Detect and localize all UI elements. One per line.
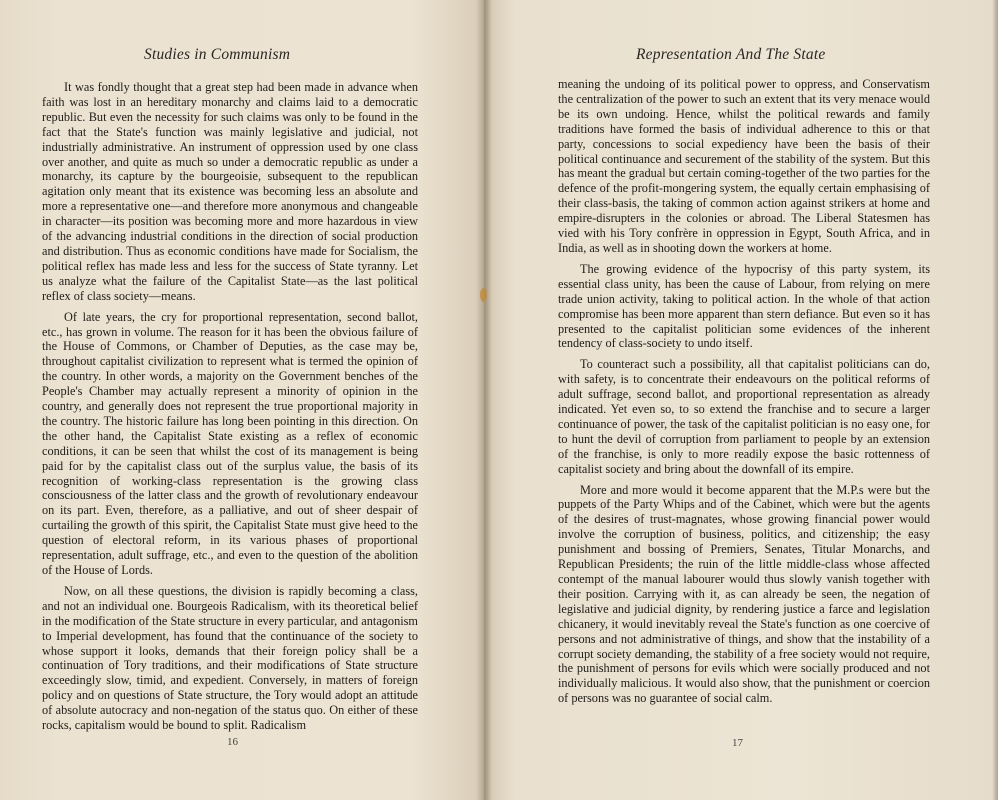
book-gutter bbox=[476, 0, 492, 800]
paragraph: More and more would it become apparent that the M.P.s were but the puppets of the Party Whips and of the Cabinet, which were but the agents of the desires of trust-magnates, whose growing financial power would involve the corruption of business, politics, and citizenship; the easy punishment and bossing of Premiers, Senates, Titular Monarchs, and Republican Presidents; the ruin of the little middle-class whose affected contempt of the manual labourer would thus slowly vanish together with their position. Carrying with it, as can already be seen, the negation of legislative and judicial dignity, by rendering justice a farce and legislation chicanery, it would inevitably reveal the State's function as one coercive of persons and not administrative of things, and show that the instability of a corrupt society demanding, the stability of a free society would not require, the punishment of persons for evils which were socially produced and not individually malicious. It would also show, that the punishment or coercion of persons was no guarantee of social calm. bbox=[558, 482, 930, 706]
left-page-text bbox=[42, 80, 418, 733]
paragraph: meaning the undoing of its political power to oppress, and Conservatism the centralization of the power to such an extent that its very menace would be its own undoing. Hence, whilst the political rewards and family traditions have formed the basis of individual adherence to this or that party, concessions to social expediency have been the basis of their political continuance and securement of the stability of the system. But this has meant the gradual but certain coming-together of the two parties for the defence of the profit-mongering system, the equally certain emphasising of their class-basis, the taking of common action against strikers at home and empire-disrupters in the colonies or abroad. The Liberal Statesmen has vied with his Tory confrère in oppression in Egypt, South Africa, and in India, as well as in shooting down the workers at home. bbox=[558, 77, 930, 255]
page-number-left: 16 bbox=[227, 736, 238, 748]
paragraph: It was fondly thought that a great step had been made in advance when faith was lost in an hereditary monarchy and claims laid to a democratic republic. But even the necessity for such claims was only to be found in the fact that the State's function was mainly legislative and judicial, not industrially administrative. An instrument of oppression used by one class over another, and quite as much so under a democratic republic as under a monarchy, its capture by the bourgeoisie, subsequent to the republican agitation only meant that its existence was becoming less an absolute and more a representative one—and therefore more anonymous and changeable in character—its position was becoming more and more hazardous in view of the advancing industrial conditions in the direction of social production and distribution. Thus as economic conditions have made for Socialism, the political reflex has made less and less for the success of State tyranny. Let us analyze what the failure of the Capitalist State—as the last political reflex of class society—means. bbox=[42, 80, 418, 303]
running-head-left: Studies in Communism bbox=[144, 46, 291, 63]
page-number-right: 17 bbox=[732, 737, 743, 749]
page-edge-shadow bbox=[992, 0, 998, 800]
paragraph: Of late years, the cry for proportional representation, second ballot, etc., has grown in volume. The reason for it has been the obvious failure of the House of Commons, or Chamber of Deputies, as the case may be, throughout capitalist civilization to represent what is termed the opinion of the country. In other words, a majority on the Government benches of the People's Chamber may actually represent a minority of opinion in the country, and generally does not represent the true proportional majority in the country. The historic failure has long been pointing in this direction. On the other hand, the Capitalist State existing as a reflex of economic conditions, it can be seen that whilst the cost of its management is being paid for by the capitalist class out of the surplus value, the basis of its recognition of working-class representation is the growing class consciousness of the latter class and the growth of revolutionary endeavour on its part. Even, therefore, as a palliative, and out of sheer despair of curtailing the growth of this spirit, the Capitalist State must give heed to the question of electoral reform, in its various phases of proportional representation, adult suffrage, etc., and even to the question of the abolition of the House of Lords. bbox=[42, 309, 418, 577]
paragraph: Now, on all these questions, the division is rapidly becoming a class, and not an individual one. Bourgeois Radicalism, with its theoretical belief in the modification of the State structure in every particular, and antagonism to Imperial development, has found that the continuance of the society to whose support it looks, demands that their foreign policy shall be a continuation of Tory traditions, and their modifications of State structure exceedingly slow, timid, and expedient. Conversely, in matters of foreign policy and on questions of State structure, the Tory would adopt an attitude of absolute autocracy and non-negation of the status quo. On either of these rocks, capitalism would be bound to split. Radicalism bbox=[42, 583, 418, 733]
left-page bbox=[0, 0, 484, 800]
running-head-right: Representation And The State bbox=[636, 46, 826, 63]
paragraph: The growing evidence of the hypocrisy of this party system, its essential class unity, has been the cause of Labour, from relying on mere trade union activity, taking to political action. In the whole of that action compromise has been more apparent than stern defiance. But even so it has presented to the capitalist politician some evidences of the inherent tendency of class-society to undo itself. bbox=[558, 261, 930, 351]
paper-stain bbox=[480, 288, 487, 302]
paragraph: To counteract such a possibility, all that capitalist politicians can do, with safety, is to concentrate their endeavours on the political reforms of adult suffrage, second ballot, and proportional representation as already indicated. Yet even so, to so extend the franchise and to secure a larger continuance of power, the task of the capitalist politician is no easy one, for to hunt the devil of corruption from parliament to people by an extension of the franchise, is only to more readily expose the basic rottenness of capitalist society and bring about the downfall of its empire. bbox=[558, 357, 930, 476]
right-page bbox=[484, 0, 998, 800]
right-page-text bbox=[558, 77, 930, 712]
